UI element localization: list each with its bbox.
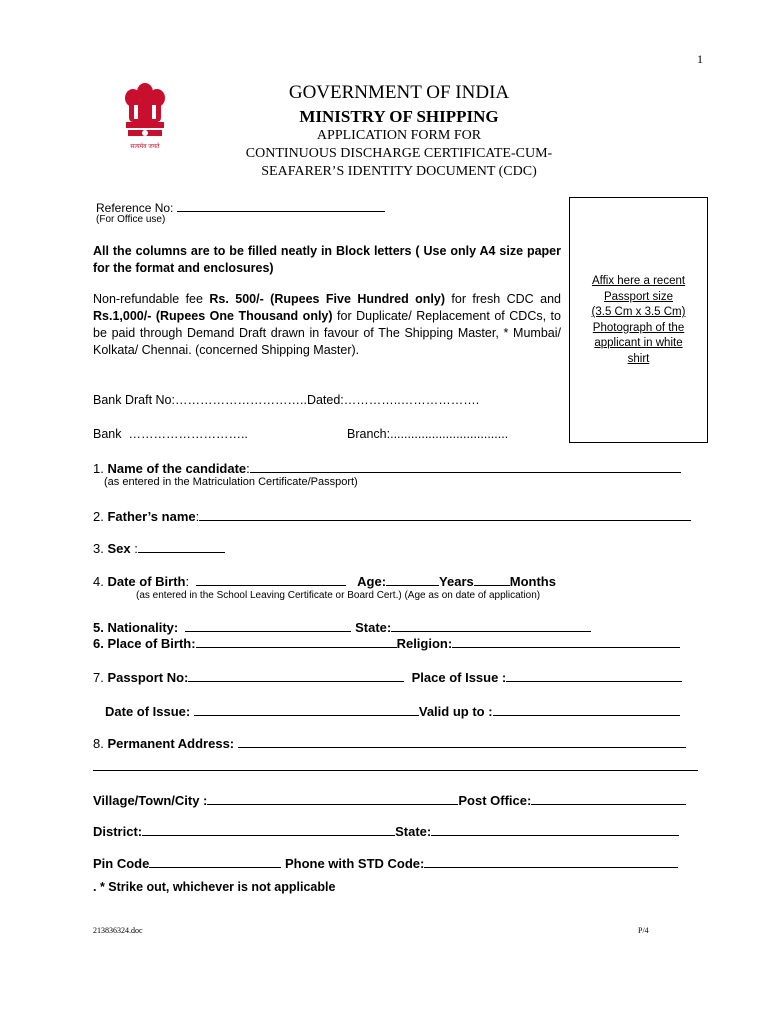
photo-line-2: Passport size xyxy=(603,290,674,303)
passport-row xyxy=(93,669,682,685)
village-input[interactable] xyxy=(207,792,458,805)
post-office-label: Post Office: xyxy=(458,793,532,808)
photo-line-4: Photograph of the xyxy=(592,321,685,334)
father-number: 2. xyxy=(93,509,108,524)
reference-note: (For Office use) xyxy=(96,214,166,225)
title-application: APPLICATION FORM FOR xyxy=(316,128,482,143)
title-sid: SEAFARER’S IDENTITY DOCUMENT (CDC) xyxy=(261,164,537,179)
father-input[interactable] xyxy=(199,508,691,521)
address-number: 8. xyxy=(93,736,108,751)
name-number: 1. xyxy=(93,461,108,476)
dob-label: Date of Birth xyxy=(107,574,186,589)
issue-date-label: Date of Issue: xyxy=(105,704,191,719)
post-office-input[interactable] xyxy=(531,792,686,805)
name-label: Name of the candidate xyxy=(107,461,247,476)
page-number: 1 xyxy=(697,52,703,66)
photo-box xyxy=(569,197,708,443)
father-row: 2. Father’s name: xyxy=(93,508,691,524)
district-state-label: State: xyxy=(395,824,432,839)
photo-line-5: applicant in white xyxy=(594,337,683,349)
footer-page: P/4 xyxy=(638,926,649,935)
bank-label: Bank xyxy=(93,427,122,441)
district-state-input[interactable] xyxy=(431,823,679,836)
pin-input[interactable] xyxy=(149,855,281,868)
passport-label: Passport No: xyxy=(107,670,189,685)
fee-text-2: for fresh CDC and xyxy=(445,292,561,306)
district-label: District: xyxy=(93,824,143,839)
name-note: (as entered in the Matriculation Certificate/Passport) xyxy=(104,476,358,488)
address-input-1[interactable] xyxy=(238,735,686,748)
pin-label: Pin Code xyxy=(93,856,150,871)
address-row xyxy=(93,735,686,751)
place-of-issue-label: Place of Issue : xyxy=(411,670,507,685)
name-input[interactable] xyxy=(250,460,681,473)
dob-input[interactable] xyxy=(196,573,346,586)
dated-label: Dated: xyxy=(306,393,344,407)
sex-label: Sex xyxy=(107,541,131,556)
passport-number: 7. xyxy=(93,670,108,685)
birthplace-row xyxy=(93,635,680,651)
bank-input[interactable]: ……………………….. xyxy=(128,427,248,441)
bank-draft-row xyxy=(93,393,479,407)
bank-row xyxy=(93,427,248,441)
birthplace-input[interactable] xyxy=(196,635,397,648)
years-label: Years xyxy=(439,574,474,589)
issue-date-row xyxy=(105,703,680,719)
state-input[interactable] xyxy=(391,619,591,632)
dob-note: (as entered in the School Leaving Certificate or Board Cert.) (Age as on date of application) xyxy=(136,590,541,601)
village-row xyxy=(93,792,686,808)
phone-label: Phone with STD Code: xyxy=(284,856,425,871)
address-input-2[interactable] xyxy=(93,770,698,771)
strike-note: . * Strike out, whichever is not applicable xyxy=(93,880,336,894)
fee-fresh-amount: Rs. 500/- (Rupees Five Hundred only) xyxy=(209,292,445,306)
fee-paragraph xyxy=(93,291,561,359)
title-cdc: CONTINUOUS DISCHARGE CERTIFICATE-CUM- xyxy=(245,146,553,161)
reference-label: Reference No: xyxy=(96,201,174,215)
sex-input[interactable] xyxy=(138,540,225,553)
name-row: 1. Name of the candidate: xyxy=(93,460,681,476)
title-government: GOVERNMENT OF INDIA xyxy=(288,82,510,103)
fee-text-1: Non-refundable fee xyxy=(93,292,210,306)
photo-line-6: shirt xyxy=(627,352,650,365)
pin-row xyxy=(93,855,678,871)
nationality-row xyxy=(93,619,591,635)
village-label: Village/Town/City : xyxy=(93,793,208,808)
months-label: Months xyxy=(509,574,556,589)
emblem-motto: सत्यमेव जयते xyxy=(130,144,160,150)
photo-line-1: Affix here a recent xyxy=(591,275,686,287)
state-label: State: xyxy=(355,620,392,635)
place-of-issue-input[interactable] xyxy=(506,669,682,682)
religion-label: Religion: xyxy=(396,636,453,651)
title-ministry: MINISTRY OF SHIPPING xyxy=(299,107,499,126)
valid-up-to-label: Valid up to : xyxy=(418,704,493,719)
father-label: Father’s name xyxy=(107,509,196,524)
valid-up-to-input[interactable] xyxy=(493,703,680,716)
branch-input[interactable]: .................................. xyxy=(390,427,509,441)
bank-draft-label: Bank Draft No: xyxy=(93,393,175,407)
issue-date-input[interactable] xyxy=(194,703,419,716)
fee-text-3: for Duplicate/ Replacement of CDCs, to be paid through Demand Draft drawn in favour of The Shipping Master, * Mumbai/ Kolkata/ Chennai. (concerned Shipping Master). xyxy=(93,309,561,357)
passport-input[interactable] xyxy=(188,669,404,682)
fee-duplicate-amount: Rs.1,000/- (Rupees One Thousand only) xyxy=(93,309,333,323)
district-input[interactable] xyxy=(142,823,395,836)
phone-input[interactable] xyxy=(424,855,678,868)
birthplace-label: 6. Place of Birth: xyxy=(93,636,196,651)
photo-line-3: (3.5 Cm x 3.5 Cm) xyxy=(591,306,686,318)
nationality-input[interactable] xyxy=(185,619,351,632)
dob-number: 4. xyxy=(93,574,108,589)
reference-row xyxy=(96,199,385,215)
branch-row xyxy=(347,427,508,441)
district-row xyxy=(93,823,679,839)
dated-input[interactable]: …………..………………. xyxy=(343,393,480,407)
address-label: Permanent Address: xyxy=(107,736,235,751)
sex-number: 3. xyxy=(93,541,108,556)
nationality-label: 5. Nationality: xyxy=(93,620,179,635)
age-months-input[interactable] xyxy=(474,573,510,586)
instruction-text: All the columns are to be filled neatly in Block letters ( Use only A4 size paper for the format and enclosures) xyxy=(93,244,561,275)
religion-input[interactable] xyxy=(452,635,680,648)
reference-input[interactable] xyxy=(177,199,385,212)
dob-row: 4. Date of Birth: Age: Years Months xyxy=(93,574,556,589)
sex-row: 3. Sex : xyxy=(93,540,225,556)
footer-doc-id: 213836324.doc xyxy=(93,926,143,935)
age-years-input[interactable] xyxy=(386,573,439,586)
age-label: Age: xyxy=(357,574,387,589)
branch-label: Branch: xyxy=(347,427,391,441)
bank-draft-input[interactable]: ………………………….. xyxy=(174,393,307,407)
